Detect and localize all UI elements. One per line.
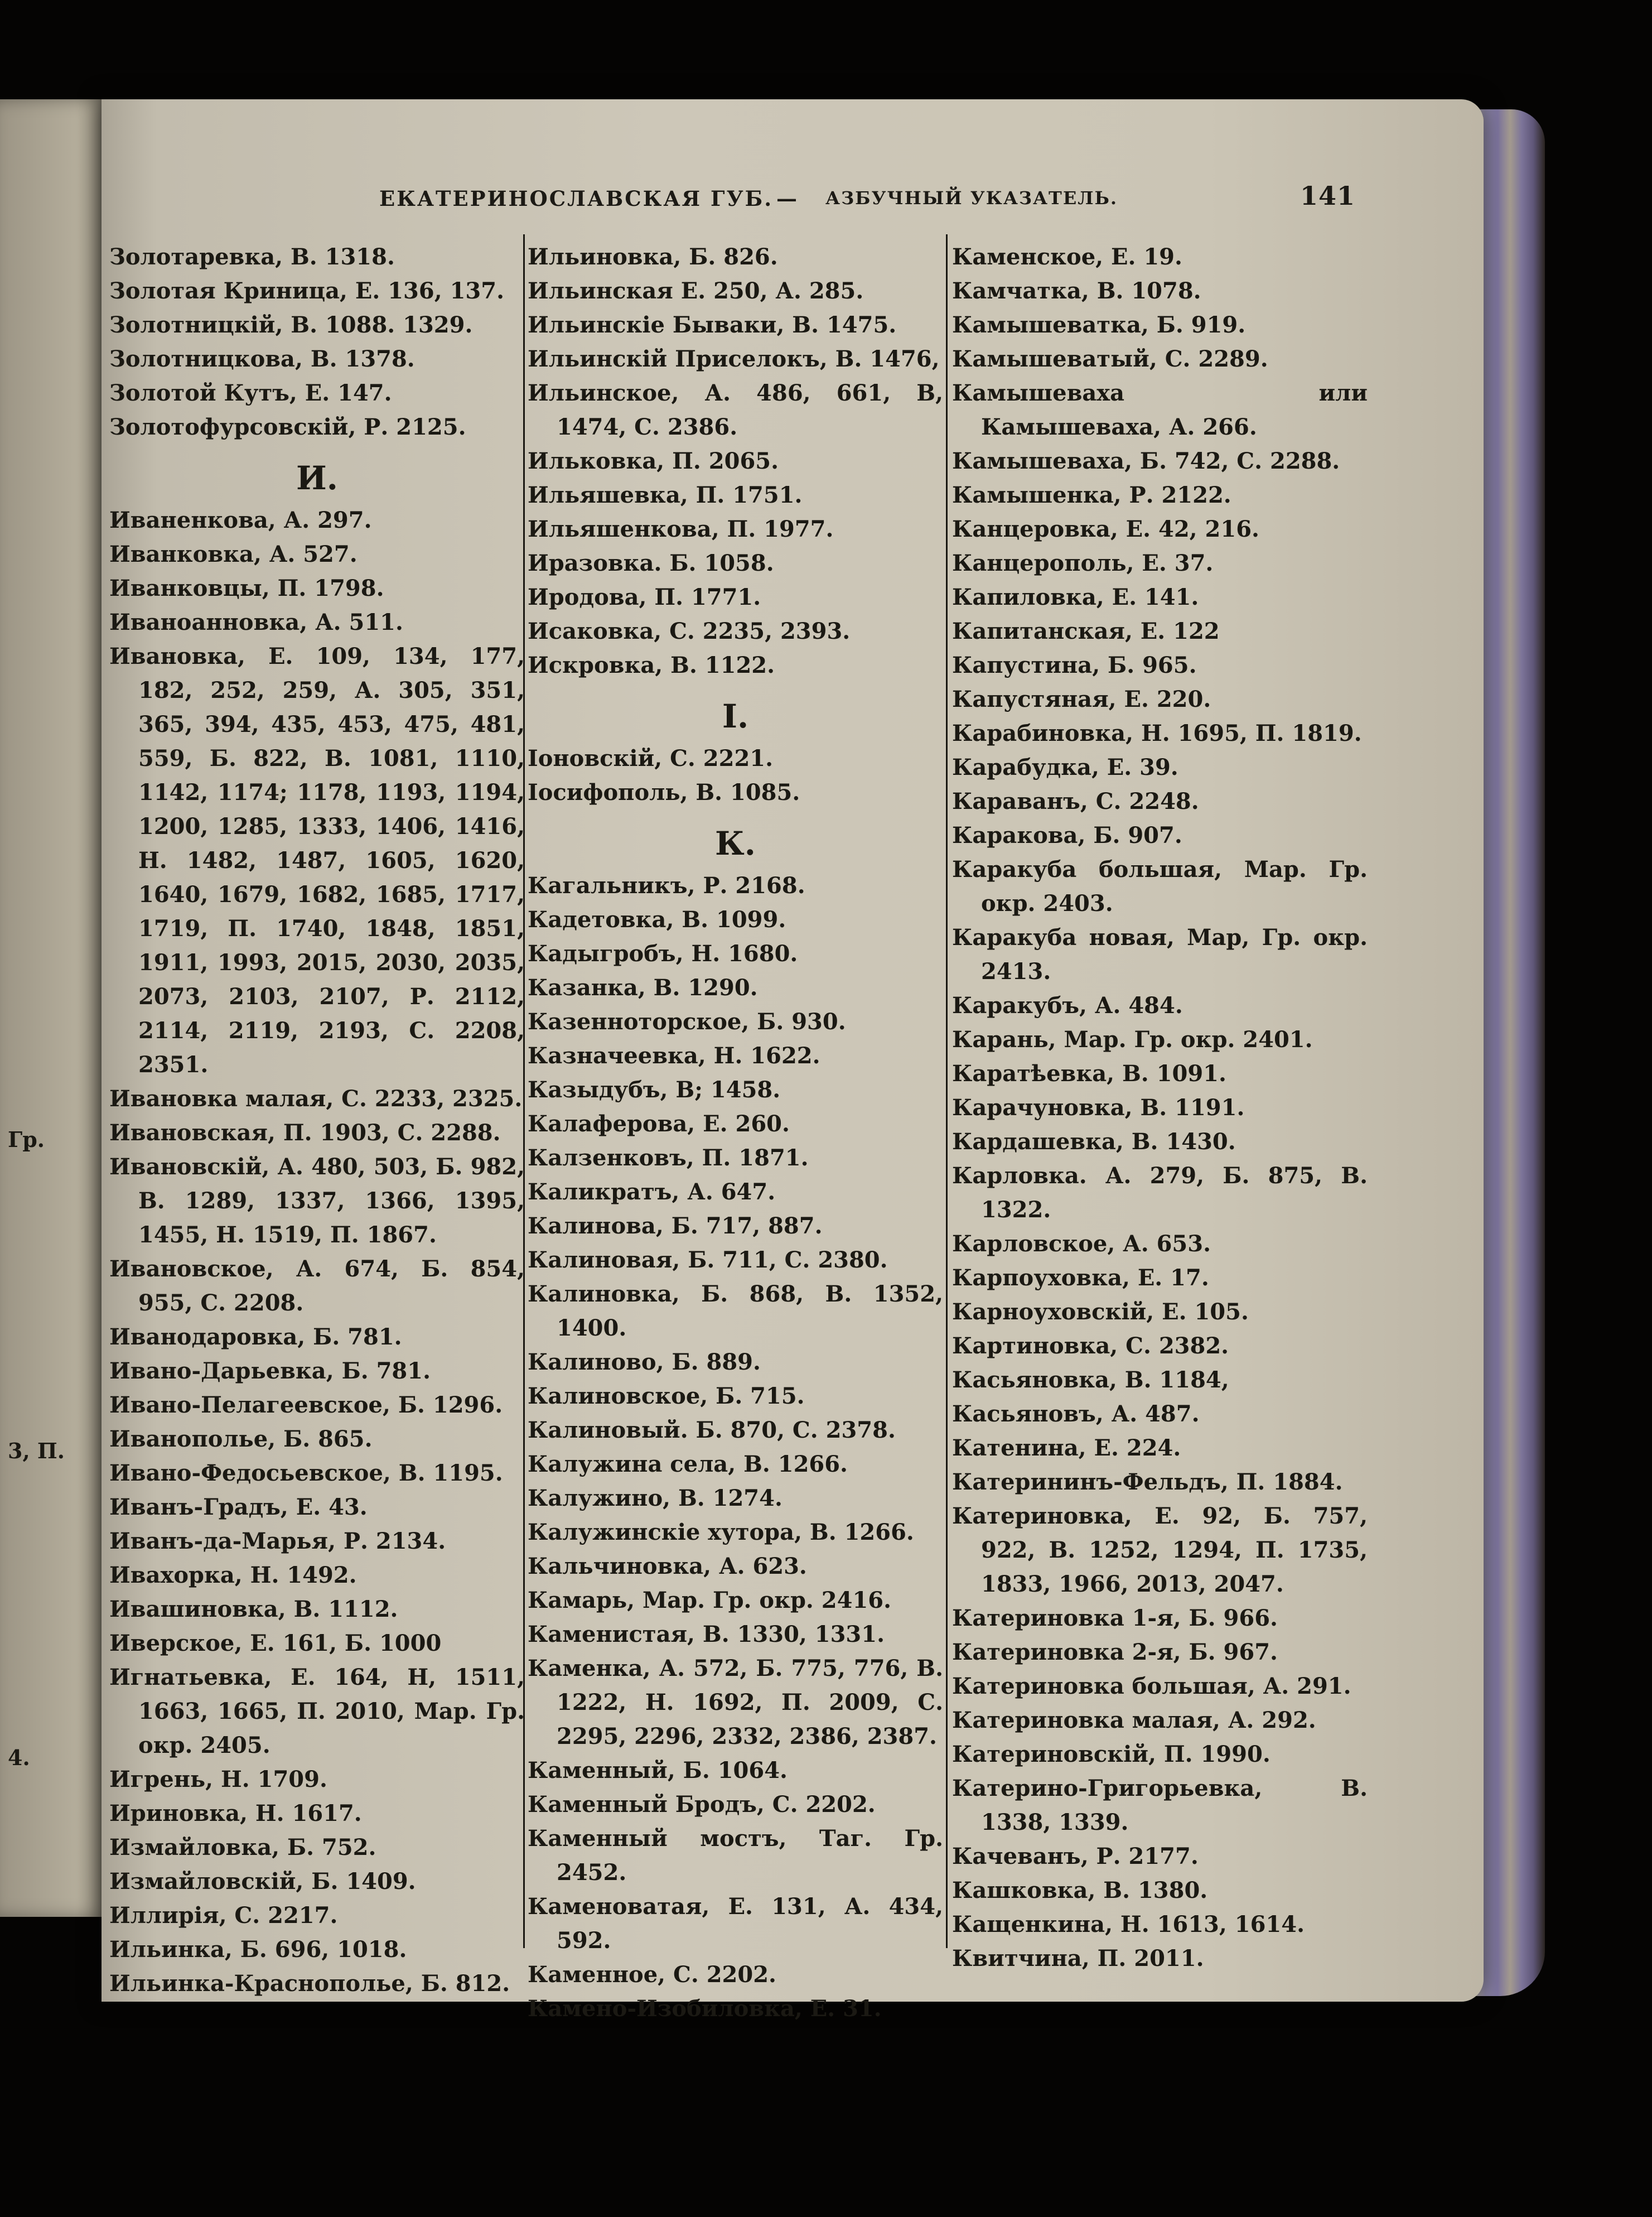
index-entry: Иванковка, А. 527. xyxy=(109,541,358,567)
index-entry: Ивановское, А. 674, Б. 854, 955, С. 2208. xyxy=(109,1256,525,1316)
index-entry: Карабудка, Е. 39. xyxy=(952,754,1178,780)
index-entry: Калужинскіе хутора, В. 1266. xyxy=(528,1519,914,1545)
index-entry: Каменный, Б. 1064. xyxy=(528,1757,788,1784)
index-entry: Калиновское, Б. 715. xyxy=(528,1383,805,1409)
index-column-1 xyxy=(109,240,525,2001)
index-entry: Карноуховскій, Е. 105. xyxy=(952,1299,1249,1325)
index-entry: Каменоватая, Е. 131, А. 434, 592. xyxy=(528,1893,943,1954)
index-entry: Казанка, В. 1290. xyxy=(528,975,758,1001)
index-entry: Каликратъ, А. 647. xyxy=(528,1179,776,1205)
index-entry: Ивано-Дарьевка, Б. 781. xyxy=(109,1358,431,1384)
header-dash: — xyxy=(776,186,798,211)
index-entry: Ильинская Е. 250, А. 285. xyxy=(528,278,864,304)
index-entry: Ивано-Федосьевское, В. 1195. xyxy=(109,1460,503,1486)
index-entry: Казначеевка, Н. 1622. xyxy=(528,1043,820,1069)
index-entry: Ильинка, Б. 696, 1018. xyxy=(109,1936,407,1963)
index-entry: Каменское, Е. 19. xyxy=(952,244,1182,270)
index-entry: Качеванъ, Р. 2177. xyxy=(952,1843,1199,1869)
index-entry: Золотофурсовскій, Р. 2125. xyxy=(109,414,466,440)
index-entry: Камышеватка, Б. 919. xyxy=(952,312,1246,338)
column-divider xyxy=(946,234,948,1948)
index-entry: Золотая Криница, Е. 136, 137. xyxy=(109,278,504,304)
index-entry: Казенноторское, Б. 930. xyxy=(528,1009,846,1035)
index-entry: Ивановка, Е. 109, 134, 177, 182, 252, 259, А. 305, 351, 365, 394, 435, 453, 475, 481, 559, Б. 822, В. 1081, 1110, 1142, 1174; 1178, 1193, 1194, 1200, 1285, 1333, 1406, 1416, Н. 1482, 1487, 1605, 1620, 1640, 1679, 1682, 1685, 1717, 1719, П. 1740, 1848, 1851, 1911, 1993, 2015, 2030, 2035, 2073, 2103, 2107, Р. 2112, 2114, 2119, 2193, С. 2208, 2351. xyxy=(109,643,525,1078)
index-entry: Измайловскій, Б. 1409. xyxy=(109,1868,416,1895)
index-entry: Ириновка, Н. 1617. xyxy=(109,1800,362,1826)
index-entry: Камчатка, В. 1078. xyxy=(952,278,1201,304)
index-entry: Камышенка, Р. 2122. xyxy=(952,482,1231,508)
index-entry: Ивановскій, А. 480, 503, Б. 982, В. 1289, 1337, 1366, 1395, 1455, Н. 1519, П. 1867. xyxy=(109,1154,525,1248)
index-entry: Катерининъ-Фельдъ, П. 1884. xyxy=(952,1469,1343,1495)
index-entry: Калиновая, Б. 711, С. 2380. xyxy=(528,1247,888,1273)
index-entry: Ивано-Пелагеевское, Б. 1296. xyxy=(109,1392,503,1418)
index-entry: Золотницкова, В. 1378. xyxy=(109,346,415,372)
index-entry: Ильинскіе Бываки, В. 1475. xyxy=(528,312,897,338)
index-entry: Кагальникъ, Р. 2168. xyxy=(528,873,805,899)
index-entry: Казыдубъ, В; 1458. xyxy=(528,1077,781,1103)
index-entry: Каменное, С. 2202. xyxy=(528,1961,776,1988)
index-entry: Карачуновка, В. 1191. xyxy=(952,1095,1245,1121)
index-entry: Капустяная, Е. 220. xyxy=(952,686,1211,712)
index-entry: Карловка. А. 279, Б. 875, В. 1322. xyxy=(952,1163,1368,1223)
index-entry: Каракуба новая, Мар, Гр. окр. 2413. xyxy=(952,924,1368,985)
index-entry: Касьяновка, В. 1184, xyxy=(952,1367,1229,1393)
index-entry: Ивановка малая, С. 2233, 2325. xyxy=(109,1086,523,1112)
index-entry: Ильинское, А. 486, 661, В, 1474, С. 2386. xyxy=(528,380,943,440)
index-entry: Квитчина, П. 2011. xyxy=(952,1945,1204,1972)
index-entry: Кадыгробъ, Н. 1680. xyxy=(528,941,798,967)
index-entry: Каракубъ, А. 484. xyxy=(952,992,1183,1019)
index-entry: Кашковка, В. 1380. xyxy=(952,1877,1208,1903)
index-entry: Караванъ, С. 2248. xyxy=(952,788,1199,814)
header-province: ЕКАТЕРИНОСЛАВСКАЯ ГУБ. xyxy=(379,186,774,211)
index-entry: Ильяшенкова, П. 1977. xyxy=(528,516,834,542)
index-entry: Ивашиновка, В. 1112. xyxy=(109,1596,398,1622)
index-entry: Золотницкій, В. 1088. 1329. xyxy=(109,312,473,338)
index-entry: Иванковцы, П. 1798. xyxy=(109,575,384,601)
index-entry: Иродова, П. 1771. xyxy=(528,584,761,610)
section-letter-heading: И. xyxy=(296,459,338,497)
index-entry: Каратѣевка, В. 1091. xyxy=(952,1061,1226,1087)
index-entry: Иванодаровка, Б. 781. xyxy=(109,1324,402,1350)
index-entry: Канцерополь, Е. 37. xyxy=(952,550,1214,576)
index-entry: Карань, Мар. Гр. окр. 2401. xyxy=(952,1026,1313,1053)
index-entry: Кащенкина, Н. 1613, 1614. xyxy=(952,1911,1305,1938)
previous-page-edge xyxy=(0,99,109,1917)
index-entry: Каракуба большая, Мар. Гр. окр. 2403. xyxy=(952,856,1368,917)
index-entry: Кардашевка, В. 1430. xyxy=(952,1129,1236,1155)
index-entry: Катерино-Григорьевка, В. 1338, 1339. xyxy=(952,1775,1368,1835)
index-column-2 xyxy=(528,240,943,2026)
index-entry: Катериновка 2-я, Б. 967. xyxy=(952,1639,1278,1665)
index-entry: Камышеватый, С. 2289. xyxy=(952,346,1268,372)
index-entry: Иванъ-да-Марья, Р. 2134. xyxy=(109,1528,446,1554)
index-entry: Катериновка, Е. 92, Б. 757, 922, В. 1252, 1294, П. 1735, 1833, 1966, 2013, 2047. xyxy=(952,1503,1368,1597)
index-entry: Камышеваха или Камышеваха, А. 266. xyxy=(952,380,1368,440)
index-entry: Ильковка, П. 2065. xyxy=(528,448,779,474)
section-letter-heading: I. xyxy=(722,697,749,735)
index-entry: Ильинка-Краснополье, Б. 812. xyxy=(109,1970,510,1997)
index-entry: Катенина, Е. 224. xyxy=(952,1435,1181,1461)
index-entry: Каменистая, В. 1330, 1331. xyxy=(528,1621,885,1647)
index-entry: Каменка, А. 572, Б. 775, 776, В. 1222, Н. 1692, П. 2009, С. 2295, 2296, 2332, 2386, 2387. xyxy=(528,1655,943,1749)
index-entry: Калзенковъ, П. 1871. xyxy=(528,1145,809,1171)
index-entry: Іосифополь, В. 1085. xyxy=(528,779,800,806)
index-entry: Ильинскій Приселокъ, В. 1476, xyxy=(528,346,940,372)
index-entry: Каракова, Б. 907. xyxy=(952,822,1182,849)
index-entry: Калужино, В. 1274. xyxy=(528,1485,782,1511)
index-entry: Ивановская, П. 1903, С. 2288. xyxy=(109,1120,501,1146)
previous-page-fragment: 4. xyxy=(8,1745,30,1770)
index-entry: Иллирія, С. 2217. xyxy=(109,1902,338,1929)
index-entry: Катериновка малая, А. 292. xyxy=(952,1707,1316,1733)
index-entry: Карловское, А. 653. xyxy=(952,1231,1211,1257)
index-entry: Калиново, Б. 889. xyxy=(528,1349,761,1375)
index-entry: Калиновый. Б. 870, С. 2378. xyxy=(528,1417,896,1443)
index-entry: Золотаревка, В. 1318. xyxy=(109,244,395,270)
index-entry: Камено-Изобиловка, Е. 31. xyxy=(528,1996,882,2022)
index-entry: Катериновка 1-я, Б. 966. xyxy=(952,1605,1278,1631)
running-header xyxy=(379,181,1355,218)
index-entry: Кальчиновка, А. 623. xyxy=(528,1553,807,1579)
section-letter-heading: К. xyxy=(715,825,756,862)
index-entry: Искровка, В. 1122. xyxy=(528,652,775,678)
index-entry: Исаковка, С. 2235, 2393. xyxy=(528,618,851,644)
index-entry: Иразовка. Б. 1058. xyxy=(528,550,774,576)
index-entry: Кадетовка, В. 1099. xyxy=(528,907,786,933)
index-entry: Калаферова, Е. 260. xyxy=(528,1111,790,1137)
index-entry: Ильиновка, Б. 826. xyxy=(528,244,778,270)
index-entry: Ильяшевка, П. 1751. xyxy=(528,482,803,508)
index-entry: Капустина, Б. 965. xyxy=(952,652,1197,678)
index-entry: Камышеваха, Б. 742, С. 2288. xyxy=(952,448,1340,474)
index-entry: Каменный мостъ, Таг. Гр. 2452. xyxy=(528,1825,943,1886)
index-entry: Картиновка, С. 2382. xyxy=(952,1333,1229,1359)
index-entry: Иваноанновка, А. 511. xyxy=(109,609,403,635)
index-entry: Измайловка, Б. 752. xyxy=(109,1834,376,1861)
index-entry: Ивахорка, Н. 1492. xyxy=(109,1562,357,1588)
index-entry: Иванополье, Б. 865. xyxy=(109,1426,373,1452)
page-number: 141 xyxy=(1300,181,1355,211)
index-entry: Іоновскій, С. 2221. xyxy=(528,745,774,772)
index-entry: Каменный Бродъ, С. 2202. xyxy=(528,1791,876,1818)
index-entry: Карпоуховка, Е. 17. xyxy=(952,1265,1209,1291)
index-entry: Капитанская, Е. 122 xyxy=(952,618,1220,644)
index-entry: Иверское, Е. 161, Б. 1000 xyxy=(109,1630,442,1656)
index-column-3 xyxy=(952,240,1368,1975)
index-entry: Золотой Кутъ, Е. 147. xyxy=(109,380,392,406)
index-entry: Карабиновка, Н. 1695, П. 1819. xyxy=(952,720,1362,746)
index-entry: Камарь, Мар. Гр. окр. 2416. xyxy=(528,1587,892,1613)
index-entry: Игрень, Н. 1709. xyxy=(109,1766,327,1792)
index-entry: Калужина села, В. 1266. xyxy=(528,1451,848,1477)
index-entry: Иванъ-Градъ, Е. 43. xyxy=(109,1494,368,1520)
index-entry: Касьяновъ, А. 487. xyxy=(952,1401,1200,1427)
index-entry: Канцеровка, Е. 42, 216. xyxy=(952,516,1259,542)
index-entry: Калинова, Б. 717, 887. xyxy=(528,1213,823,1239)
index-entry: Катериновка большая, А. 291. xyxy=(952,1673,1351,1699)
index-entry: Игнатьевка, Е. 164, Н, 1511, 1663, 1665, П. 2010, Мар. Гр. окр. 2405. xyxy=(109,1664,525,1758)
previous-page-fragment: Гр. xyxy=(8,1127,45,1152)
index-entry: Иваненкова, А. 297. xyxy=(109,507,372,533)
index-entry: Капиловка, Е. 141. xyxy=(952,584,1199,610)
index-entry: Катериновскій, П. 1990. xyxy=(952,1741,1271,1767)
previous-page-fragment: 3, П. xyxy=(8,1438,65,1463)
header-section: АЗБУЧНЫЙ УКАЗАТЕЛЬ. xyxy=(825,187,1118,209)
index-entry: Калиновка, Б. 868, В. 1352, 1400. xyxy=(528,1281,943,1341)
